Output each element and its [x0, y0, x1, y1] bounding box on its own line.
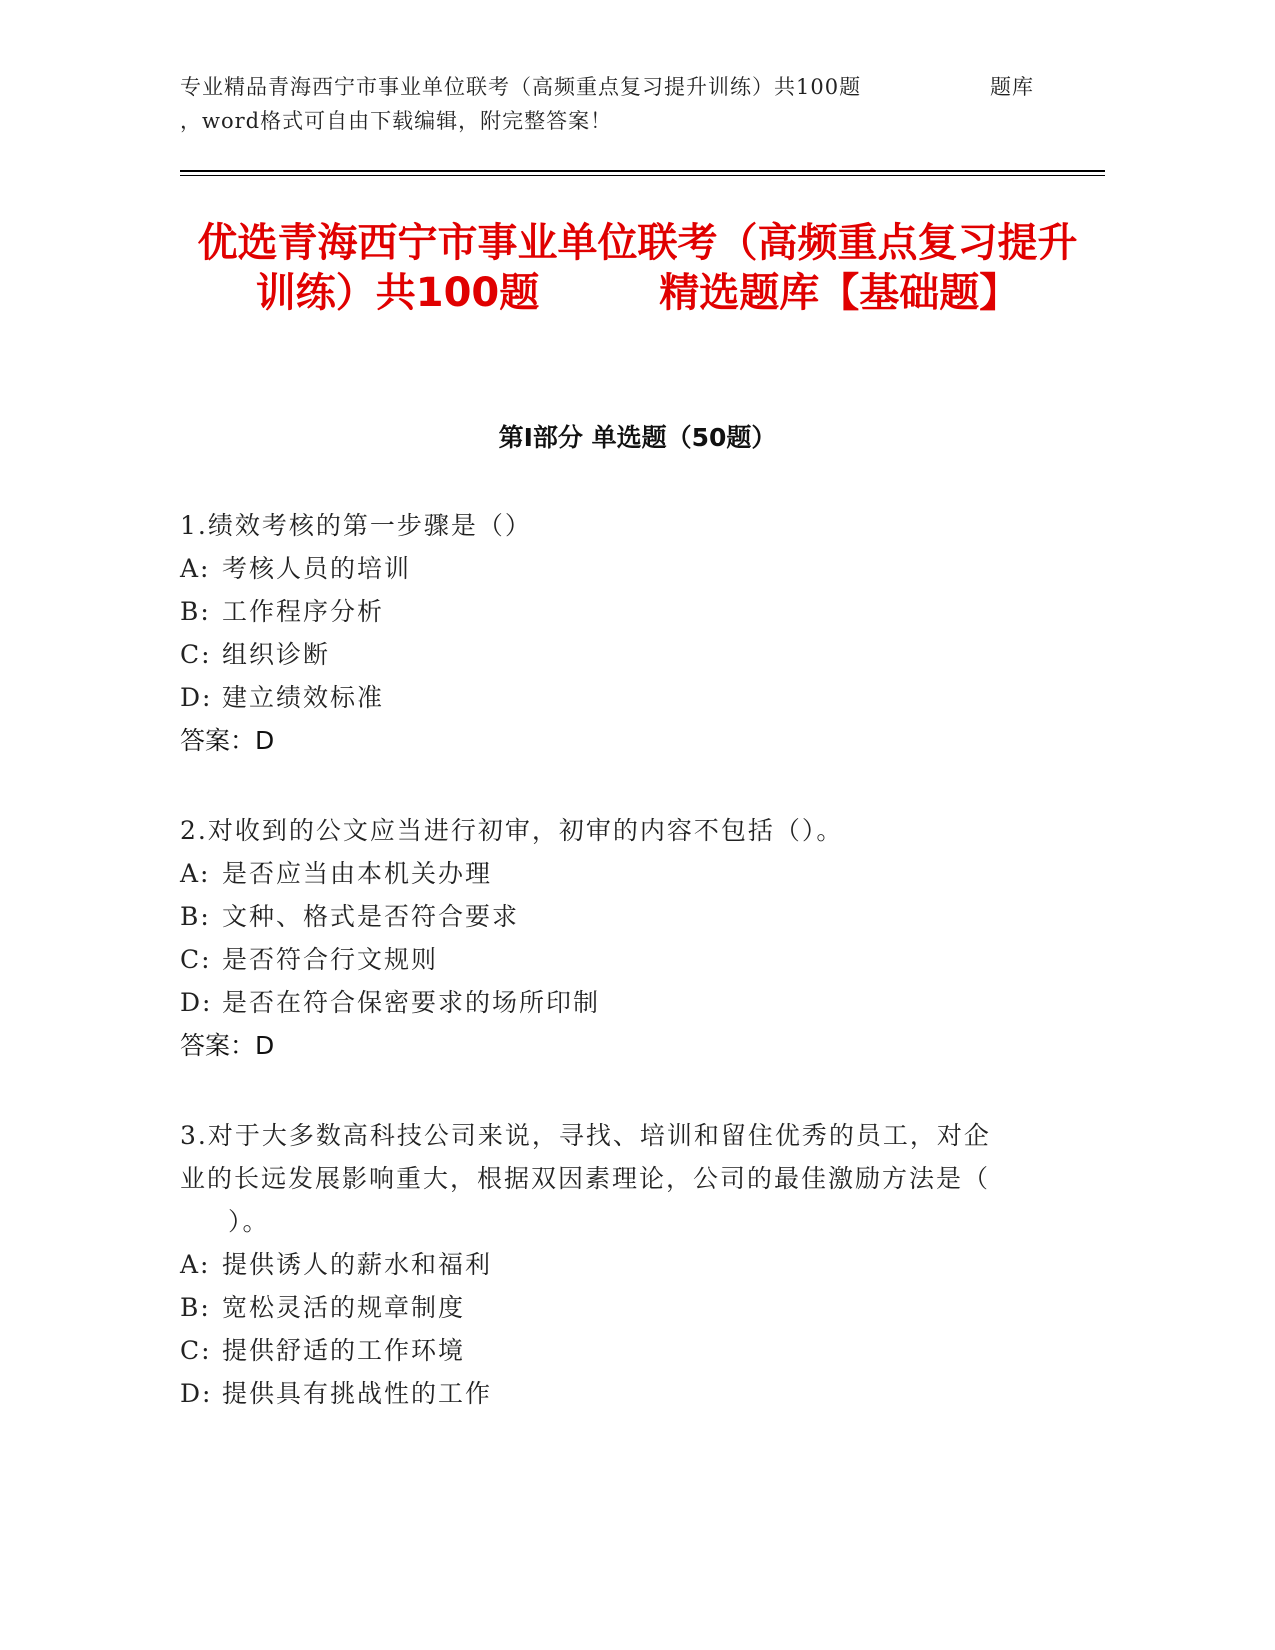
section-heading: 第Ⅰ部分 单选题（50题）	[498, 423, 777, 452]
option-text: 工作程序分析	[222, 597, 385, 626]
option-key: A:	[180, 554, 211, 583]
option-c	[180, 938, 1040, 981]
question-stem-line: 3.对于大多数高科技公司来说，寻找、培训和留住优秀的员工，对企	[180, 1121, 991, 1150]
option-b	[180, 1286, 1040, 1329]
option-b	[180, 895, 1040, 938]
question-stem	[180, 1114, 1040, 1243]
option-key: A:	[180, 1250, 211, 1279]
option-text: 文种、格式是否符合要求	[222, 902, 520, 931]
question-stem: 1.绩效考核的第一步骤是（）	[180, 511, 532, 540]
option-b	[180, 590, 1040, 633]
header-line-2: ，word格式可自由下载编辑，附完整答案！	[180, 109, 613, 133]
question-1	[180, 504, 1040, 762]
option-key: A:	[180, 859, 211, 888]
document-title: 优选青海西宁市事业单位联考（高频重点复习提升训练）共100题 精选题库【基础题】	[197, 220, 1078, 316]
header-divider-thin	[180, 175, 1105, 176]
option-text: 宽松灵活的规章制度	[222, 1293, 466, 1322]
option-text: 提供舒适的工作环境	[222, 1336, 466, 1365]
option-key: C:	[180, 1336, 212, 1365]
answer-line: 答案：D	[180, 726, 275, 755]
option-key: D:	[180, 988, 213, 1017]
option-text: 提供具有挑战性的工作	[222, 1379, 493, 1408]
option-c	[180, 1329, 1040, 1372]
option-text: 是否在符合保密要求的场所印制	[222, 988, 601, 1017]
option-key: B:	[180, 902, 211, 931]
header-line-1: 专业精品青海西宁市事业单位联考（高频重点复习提升训练）共100题	[180, 75, 862, 99]
answer-line: 答案：D	[180, 1031, 275, 1060]
header-tag: 题库	[990, 75, 1034, 99]
question-stem: 2.对收到的公文应当进行初审，初审的内容不包括（）。	[180, 816, 844, 845]
question-stem-line: ）。	[228, 1207, 270, 1236]
option-key: D:	[180, 683, 213, 712]
question-stem-line: 业的长远发展影响重大，根据双因素理论，公司的最佳激励方法是（	[180, 1164, 991, 1193]
option-key: B:	[180, 1293, 211, 1322]
question-2	[180, 809, 1040, 1067]
option-c	[180, 633, 1040, 676]
question-3	[180, 1114, 1040, 1415]
option-key: D:	[180, 1379, 213, 1408]
option-a	[180, 547, 1040, 590]
option-text: 组织诊断	[222, 640, 331, 669]
option-text: 考核人员的培训	[222, 554, 412, 583]
option-a	[180, 1243, 1040, 1286]
option-a	[180, 852, 1040, 895]
option-text: 是否应当由本机关办理	[222, 859, 493, 888]
option-key: C:	[180, 640, 212, 669]
option-text: 提供诱人的薪水和福利	[222, 1250, 493, 1279]
option-text: 是否符合行文规则	[222, 945, 439, 974]
header-divider-thick	[180, 170, 1105, 172]
option-text: 建立绩效标准	[222, 683, 385, 712]
option-key: B:	[180, 597, 211, 626]
option-d	[180, 1372, 1040, 1415]
option-key: C:	[180, 945, 212, 974]
option-d	[180, 676, 1040, 719]
option-d	[180, 981, 1040, 1024]
